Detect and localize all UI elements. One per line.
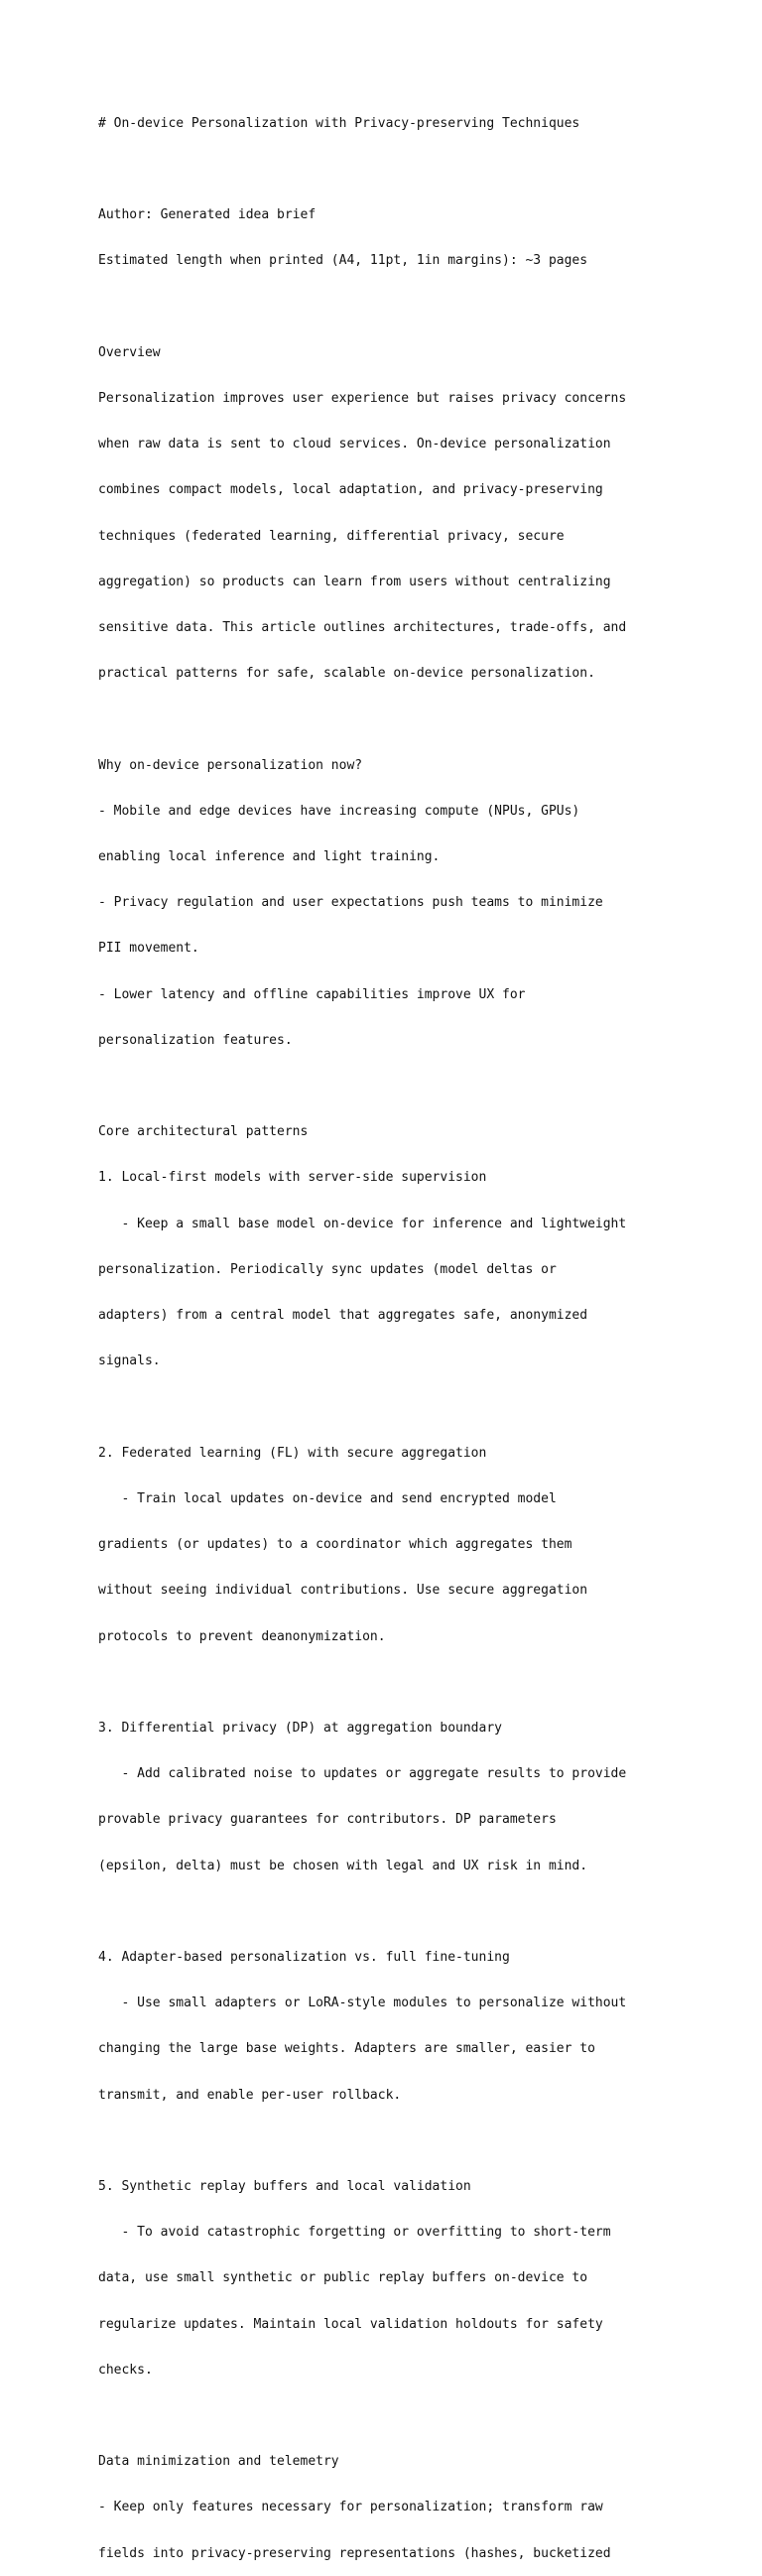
bullet-line: PII movement. — [98, 941, 199, 957]
numbered-item-line: - Use small adapters or LoRA-style modules to personalize without — [98, 1996, 627, 2011]
numbered-item-heading: 4. Adapter-based personalization vs. full fine-tuning — [98, 1949, 510, 1965]
numbered-item-line: regularize updates. Maintain local validation holdouts for safety — [98, 2316, 603, 2332]
author-line: Author: Generated idea brief — [98, 207, 317, 223]
numbered-item-heading: 3. Differential privacy (DP) at aggregation boundary — [98, 1720, 502, 1736]
blank-line — [98, 1675, 713, 1690]
document-title: # On-device Personalization with Privacy-preserving Techniques — [98, 115, 580, 131]
paragraph-line: Personalization improves user experience but raises privacy concerns — [98, 391, 627, 407]
section-heading-why-now: Why on-device personalization now? — [98, 757, 363, 773]
numbered-item-line: (epsilon, delta) must be chosen with legal and UX risk in mind. — [98, 1858, 588, 1873]
blank-line — [98, 711, 713, 726]
numbered-item-line: provable privacy guarantees for contributors. DP parameters — [98, 1812, 557, 1828]
numbered-item-line: signals. — [98, 1353, 161, 1369]
bullet-line: fields into privacy-preserving representations (hashes, bucketized — [98, 2545, 611, 2561]
bullet-line: enabling local inference and light training. — [98, 849, 441, 865]
blank-line — [98, 1904, 713, 1919]
numbered-item-line: - Add calibrated noise to updates or aggregate results to provide — [98, 1766, 627, 1782]
numbered-item-line: transmit, and enable per-user rollback. — [98, 2087, 402, 2103]
numbered-item-line: adapters) from a central model that aggregates safe, anonymized — [98, 1308, 588, 1324]
paragraph-line: practical patterns for safe, scalable on-device personalization. — [98, 666, 595, 682]
numbered-item-line: - Keep a small base model on-device for inference and lightweight — [98, 1216, 627, 1231]
numbered-item-line: - Train local updates on-device and send encrypted model — [98, 1490, 557, 1506]
bullet-line: - Lower latency and offline capabilities improve UX for — [98, 986, 526, 1002]
numbered-item-heading: 1. Local-first models with server-side supervision — [98, 1170, 487, 1186]
blank-line — [98, 1079, 713, 1094]
section-heading-data-minimization: Data minimization and telemetry — [98, 2454, 339, 2470]
paragraph-line: sensitive data. This article outlines architectures, trade-offs, and — [98, 620, 627, 636]
paragraph-line: techniques (federated learning, differential privacy, secure — [98, 528, 565, 544]
numbered-item-line: without seeing individual contributions. Use secure aggregation — [98, 1583, 588, 1599]
length-estimate-line: Estimated length when printed (A4, 11pt, 1in margins): ~3 pages — [98, 253, 588, 269]
blank-line — [98, 2408, 713, 2423]
blank-line — [98, 2133, 713, 2148]
blank-line — [98, 162, 713, 177]
bullet-line: - Mobile and edge devices have increasing compute (NPUs, GPUs) — [98, 803, 580, 819]
numbered-item-heading: 5. Synthetic replay buffers and local validation — [98, 2178, 471, 2194]
paragraph-line: when raw data is sent to cloud services. On-device personalization — [98, 437, 611, 452]
numbered-item-line: gradients (or updates) to a coordinator which aggregates them — [98, 1537, 572, 1553]
bullet-line: - Keep only features necessary for personalization; transform raw — [98, 2500, 603, 2515]
numbered-item-line: personalization. Periodically sync updates (model deltas or — [98, 1261, 557, 1277]
section-heading-overview: Overview — [98, 344, 161, 360]
paragraph-line: combines compact models, local adaptation, and privacy-preserving — [98, 482, 603, 498]
numbered-item-line: - To avoid catastrophic forgetting or overfitting to short-term — [98, 2225, 611, 2241]
numbered-item-line: checks. — [98, 2362, 153, 2378]
section-heading-core-patterns: Core architectural patterns — [98, 1124, 309, 1140]
numbered-item-line: protocols to prevent deanonymization. — [98, 1628, 386, 1644]
bullet-line: - Privacy regulation and user expectations push teams to minimize — [98, 895, 603, 911]
numbered-item-line: changing the large base weights. Adapters are smaller, easier to — [98, 2041, 595, 2057]
blank-line — [98, 1400, 713, 1415]
numbered-item-heading: 2. Federated learning (FL) with secure aggregation — [98, 1445, 487, 1461]
paragraph-line: aggregation) so products can learn from users without centralizing — [98, 574, 611, 589]
bullet-line: personalization features. — [98, 1032, 293, 1048]
blank-line — [98, 300, 713, 315]
numbered-item-line: data, use small synthetic or public replay buffers on-device to — [98, 2270, 588, 2286]
document-page — [98, 85, 713, 2576]
